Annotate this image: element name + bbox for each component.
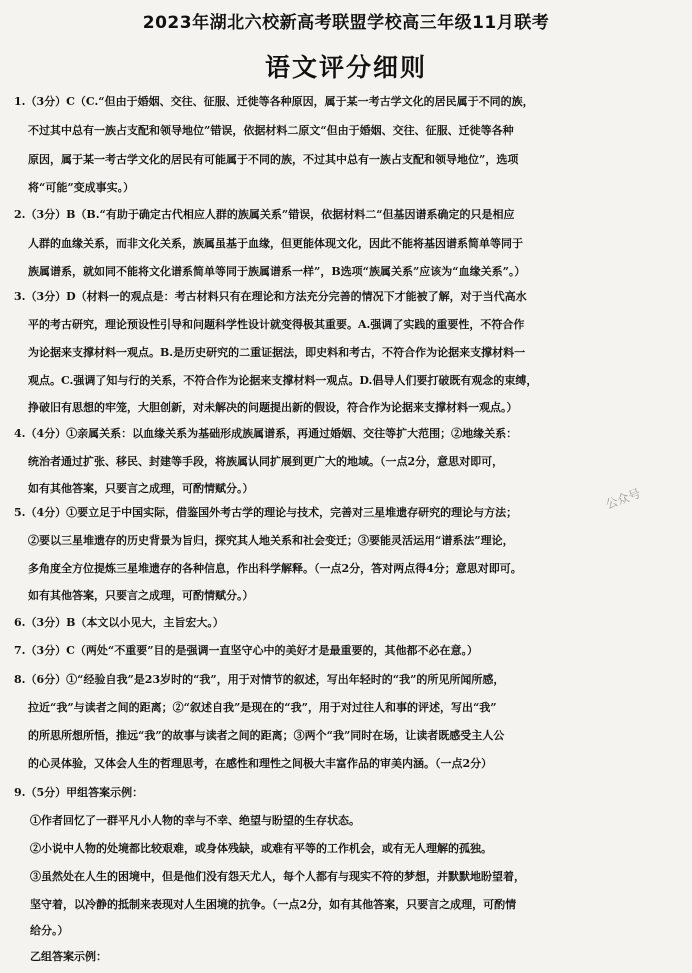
text-line: 如有其他答案，只要言之成理，可酌情赋分。） [28, 589, 254, 602]
text-line: ②小说中人物的处境都比较艰难，或身体残缺，或难有平等的工作机会，或有无人理解的孤独。 [30, 842, 492, 855]
text-line: 人群的血缘关系，而非文化关系，族属虽基于血缘，但更能体现文化，因此不能将基因谱系简单等同于 [28, 237, 523, 250]
text-line: ①作者回忆了一群平凡小人物的幸与不幸、绝望与盼望的生存状态。 [30, 814, 360, 827]
text-line: 6.（3分）B（本文以小见大，主旨宏大。） [14, 616, 224, 629]
text-line: 的心灵体验，又体会人生的哲理思考，在感性和理性之间极大丰富作品的审美内涵。（一点2分） [28, 757, 493, 770]
text-line: 2.（3分）B（B.“有助于确定古代相应人群的族属关系”错误，依据材料二“但基因谱系确定的只是相应 [14, 208, 515, 221]
text-line: 8.（6分）①“经验自我”是23岁时的“我”，用于对情节的叙述，写出年轻时的“我”的所见所闻所感， [14, 673, 505, 686]
text-line: 为论据来支撑材料一观点。B.是历史研究的二重证据法，即史料和考古，不符合作为论据来支撑材料一 [28, 346, 526, 359]
text-line: 拉近“我”与读者之间的距离；②“叙述自我”是现在的“我”，用于对过往人和事的评述，写出“我” [28, 701, 497, 714]
text-line: 不过其中总有一族占支配和领导地位”错误，依据材料二原文“但由于婚姻、交往、征服、迁徙等各种 [28, 124, 514, 137]
text-line: ②要以三星堆遗存的历史背景为旨归，探究其人地关系和社会变迁；③要能灵活运用“谱系法”理论， [28, 534, 514, 547]
text-line: 观点。C.强调了知与行的关系，不符合作为论据来支撑材料一观点。D.倡导人们要打破既有观念的束缚， [28, 374, 538, 387]
text-line: 9.（5分）甲组答案示例： [14, 786, 144, 799]
text-line: 3.（3分）D（材料一的观点是：考古材料只有在理论和方法充分完善的情况下才能被了解，对于当代高水 [14, 290, 527, 303]
text-line: 乙组答案示例： [30, 950, 107, 963]
text-line: 的所思所想所悟，推远“我”的故事与读者之间的距离；③两个“我”同时在场，让读者既感受主人公 [28, 729, 505, 742]
text-line: 挣破旧有思想的牢笼，大胆创新，对未解决的问题提出新的假设，符合作为论据来支撑材料一观点。） [28, 401, 518, 414]
text-line: 7.（3分）C（两处“不重要”目的是强调一直坚守心中的美好才是最重要的，其他都不必在意。） [14, 644, 479, 657]
text-line: 坚守着，以冷静的抵制来表现对人生困境的抗争。（一点2分，如有其他答案，只要言之成理，可酌情 [30, 898, 517, 911]
text-line: 统治者通过扩张、移民、封建等手段，将族属认同扩展到更广大的地域。（一点2分，意思对即可， [28, 455, 504, 468]
text-line: 5.（4分）①要立足于中国实际，借鉴国外考古学的理论与技术，完善对三星堆遗存研究的理论与方法； [14, 506, 518, 519]
page-title: 语文评分细则 [264, 53, 427, 82]
exam-title: 2023年湖北六校新高考联盟学校高三年级11月联考 [142, 13, 550, 33]
text-line: ③虽然处在人生的困境中，但是他们没有怨天尤人，每个人都有与现实不符的梦想，并默默地盼望着， [30, 870, 525, 883]
watermark: 公众号 [603, 486, 643, 512]
text-line: 4.（4分）①亲属关系：以血缘关系为基础形成族属谱系，再通过婚姻、交往等扩大范围；②地缘关系： [14, 427, 518, 440]
text-line: 原因，属于某一考古学文化的居民有可能属于不同的族，不过其中总有一族占支配和领导地位”，选项 [28, 153, 519, 166]
text-line: 1.（3分）C（C.“但由于婚姻、交往、征服、迁徙等各种原因，属于某一考古学文化的居民属于不同的族， [14, 95, 534, 108]
text-line: 将“可能”变成事实。） [28, 181, 135, 194]
text-line: 给分。） [30, 924, 69, 937]
text-line: 族属谱系，就如同不能将文化谱系简单等同于族属谱系一样”，B选项“族属关系”应该为“血缘关系”。） [28, 265, 526, 278]
text-line: 如有其他答案，只要言之成理，可酌情赋分。） [28, 482, 254, 495]
text-line: 多角度全方位提炼三星堆遗存的各种信息，作出科学解释。（一点2分，答对两点得4分；意思对即可。 [28, 562, 522, 575]
text-line: 平的考古研究，理论预设性引导和问题科学性设计就变得极其重要。A.强调了实践的重要性，不符合作 [28, 318, 525, 331]
